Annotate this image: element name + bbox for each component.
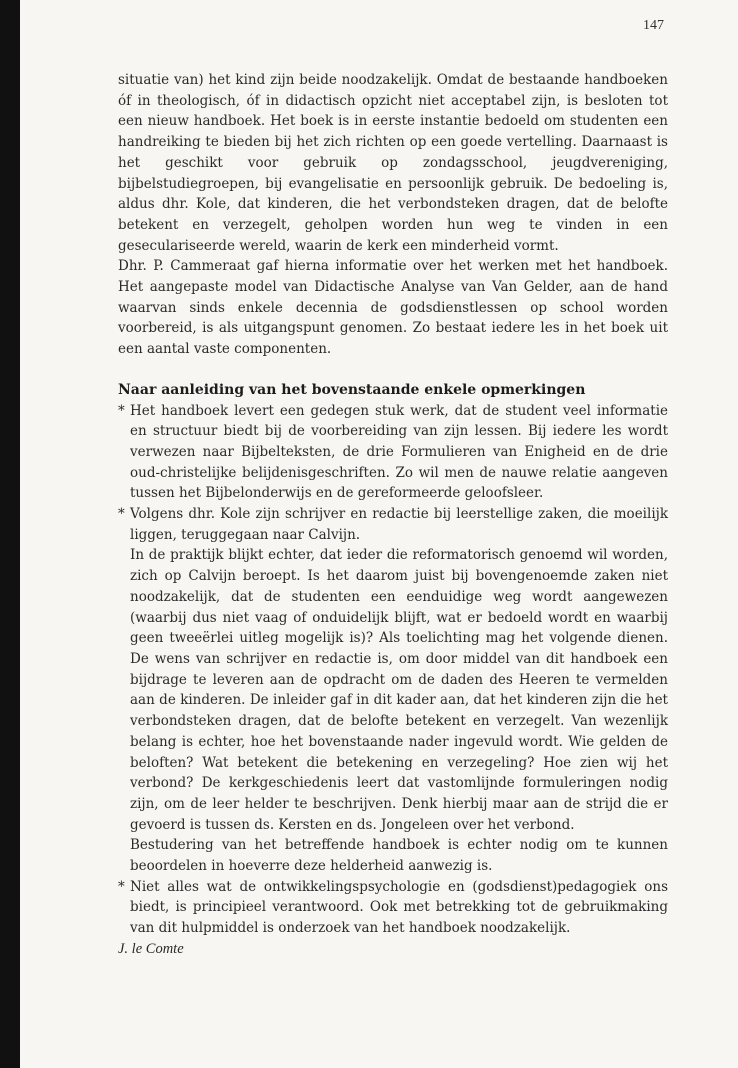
paragraph: Dhr. P. Cammeraat gaf hierna informatie over het werken met het handboek. Het aangepaste model van Didactische Analyse van Van Gelder, aan de hand waarvan sinds enkele decennia de godsdienstlessen op school worden voorbereid, is als uitgangspunt genomen. Zo bestaat iedere les in het boek uit een aantal vaste componenten. (118, 258, 668, 358)
paragraph: situatie van) het kind zijn beide noodzakelijk. Omdat de bestaande handboeken óf in theologisch, óf in didactisch opzicht niet acceptabel zijn, is besloten tot een nieuw handboek. Het boek is in eerste instantie bedoeld om studenten een handreiking te bieden bij het zich richten op een goede vertelling. Daarnaast is het geschikt voor gebruik op zondagsschool, jeugdvereniging, bijbelstudiegroepen, bij evangelisatie en persoonlijk gebruik. De bedoeling is, aldus dhr. Kole, dat kinderen, die het verbondsteken dragen, dat de belofte betekent en verzegelt, geholpen worden hun weg te vinden in een geseculariseerde wereld, waarin de kerk een minderheid vormt. (118, 72, 668, 254)
asterisk-marker: * (118, 878, 125, 895)
bullet-paragraph: Het handboek levert een gedegen stuk werk, dat de student veel informatie en structuur biedt bij de voorbereiding van zijn lessen. Bij iedere les wordt verwezen naar Bijbelteksten, de drie Formulieren van Enigheid en de drie oud-christelijke belijdenisgeschriften. Zo wil men de nauwe relatie aangeven tussen het Bijbelonderwijs en de gereformeerde geloofsleer. (130, 402, 668, 502)
bullet-paragraph: In de praktijk blijkt echter, dat ieder die reformatorisch genoemd wil worden, zich op Calvijn beroept. Is het daarom juist bij bovengenoemde zaken niet noodzakelijk, dat de studenten een eenduidige weg wordt aangewezen (waarbij dus niet vaag of onduidelijk blijft, wat er bedoeld wordt en waarbij geen tweeërlei uitleg mogelijk is)? Als toelichting mag het volgende dienen. De wens van schrijver en redactie is, om door middel van dit handboek een bijdrage te leveren aan de opdracht om de daden des Heeren te vermelden aan de kinderen. De inleider gaf in dit kader aan, dat het kinderen zijn die het verbondsteken dragen, dat de belofte betekent en verzegelt. Van wezenlijk belang is echter, hoe het bovenstaande nader ingevuld wordt. Wie gelden de beloften? Wat betekent die betekening en verzegeling? Hoe zien wij het verbond? De kerkgeschiedenis leert dat vastomlijnde formuleringen nodig zijn, om de leer helder te beschrijven. Denk hierbij maar aan de strijd die er gevoerd is tussen ds. Kersten en ds. Jongeleen over het verbond. (130, 547, 668, 833)
page-body (118, 70, 668, 960)
book-spine-edge (0, 0, 20, 1068)
asterisk-marker: * (118, 506, 125, 523)
author-signature: J. le Comte (118, 940, 184, 957)
page-number: 147 (643, 18, 664, 33)
section-heading: Naar aanleiding van het bovenstaande enkele opmerkingen (118, 381, 586, 398)
bullet-paragraph: Volgens dhr. Kole zijn schrijver en redactie bij leerstellige zaken, die moeilijk liggen, teruggegaan naar Calvijn. (130, 506, 668, 543)
bullet-item (118, 877, 668, 939)
bullet-item (118, 504, 668, 877)
bullet-paragraph: Bestudering van het betreffende handboek is echter nodig om te kunnen beoordelen in hoeverre deze helderheid aanwezig is. (130, 837, 668, 875)
bullet-paragraph: Niet alles wat de ontwikkelingspsychologie en (godsdienst)pedagogiek ons biedt, is principieel verantwoord. Ook met betrekking tot de gebruikmaking van dit hulpmiddel is onderzoek van het handboek noodzakelijk. (130, 878, 668, 937)
bullet-item (118, 401, 668, 505)
asterisk-marker: * (118, 402, 125, 419)
